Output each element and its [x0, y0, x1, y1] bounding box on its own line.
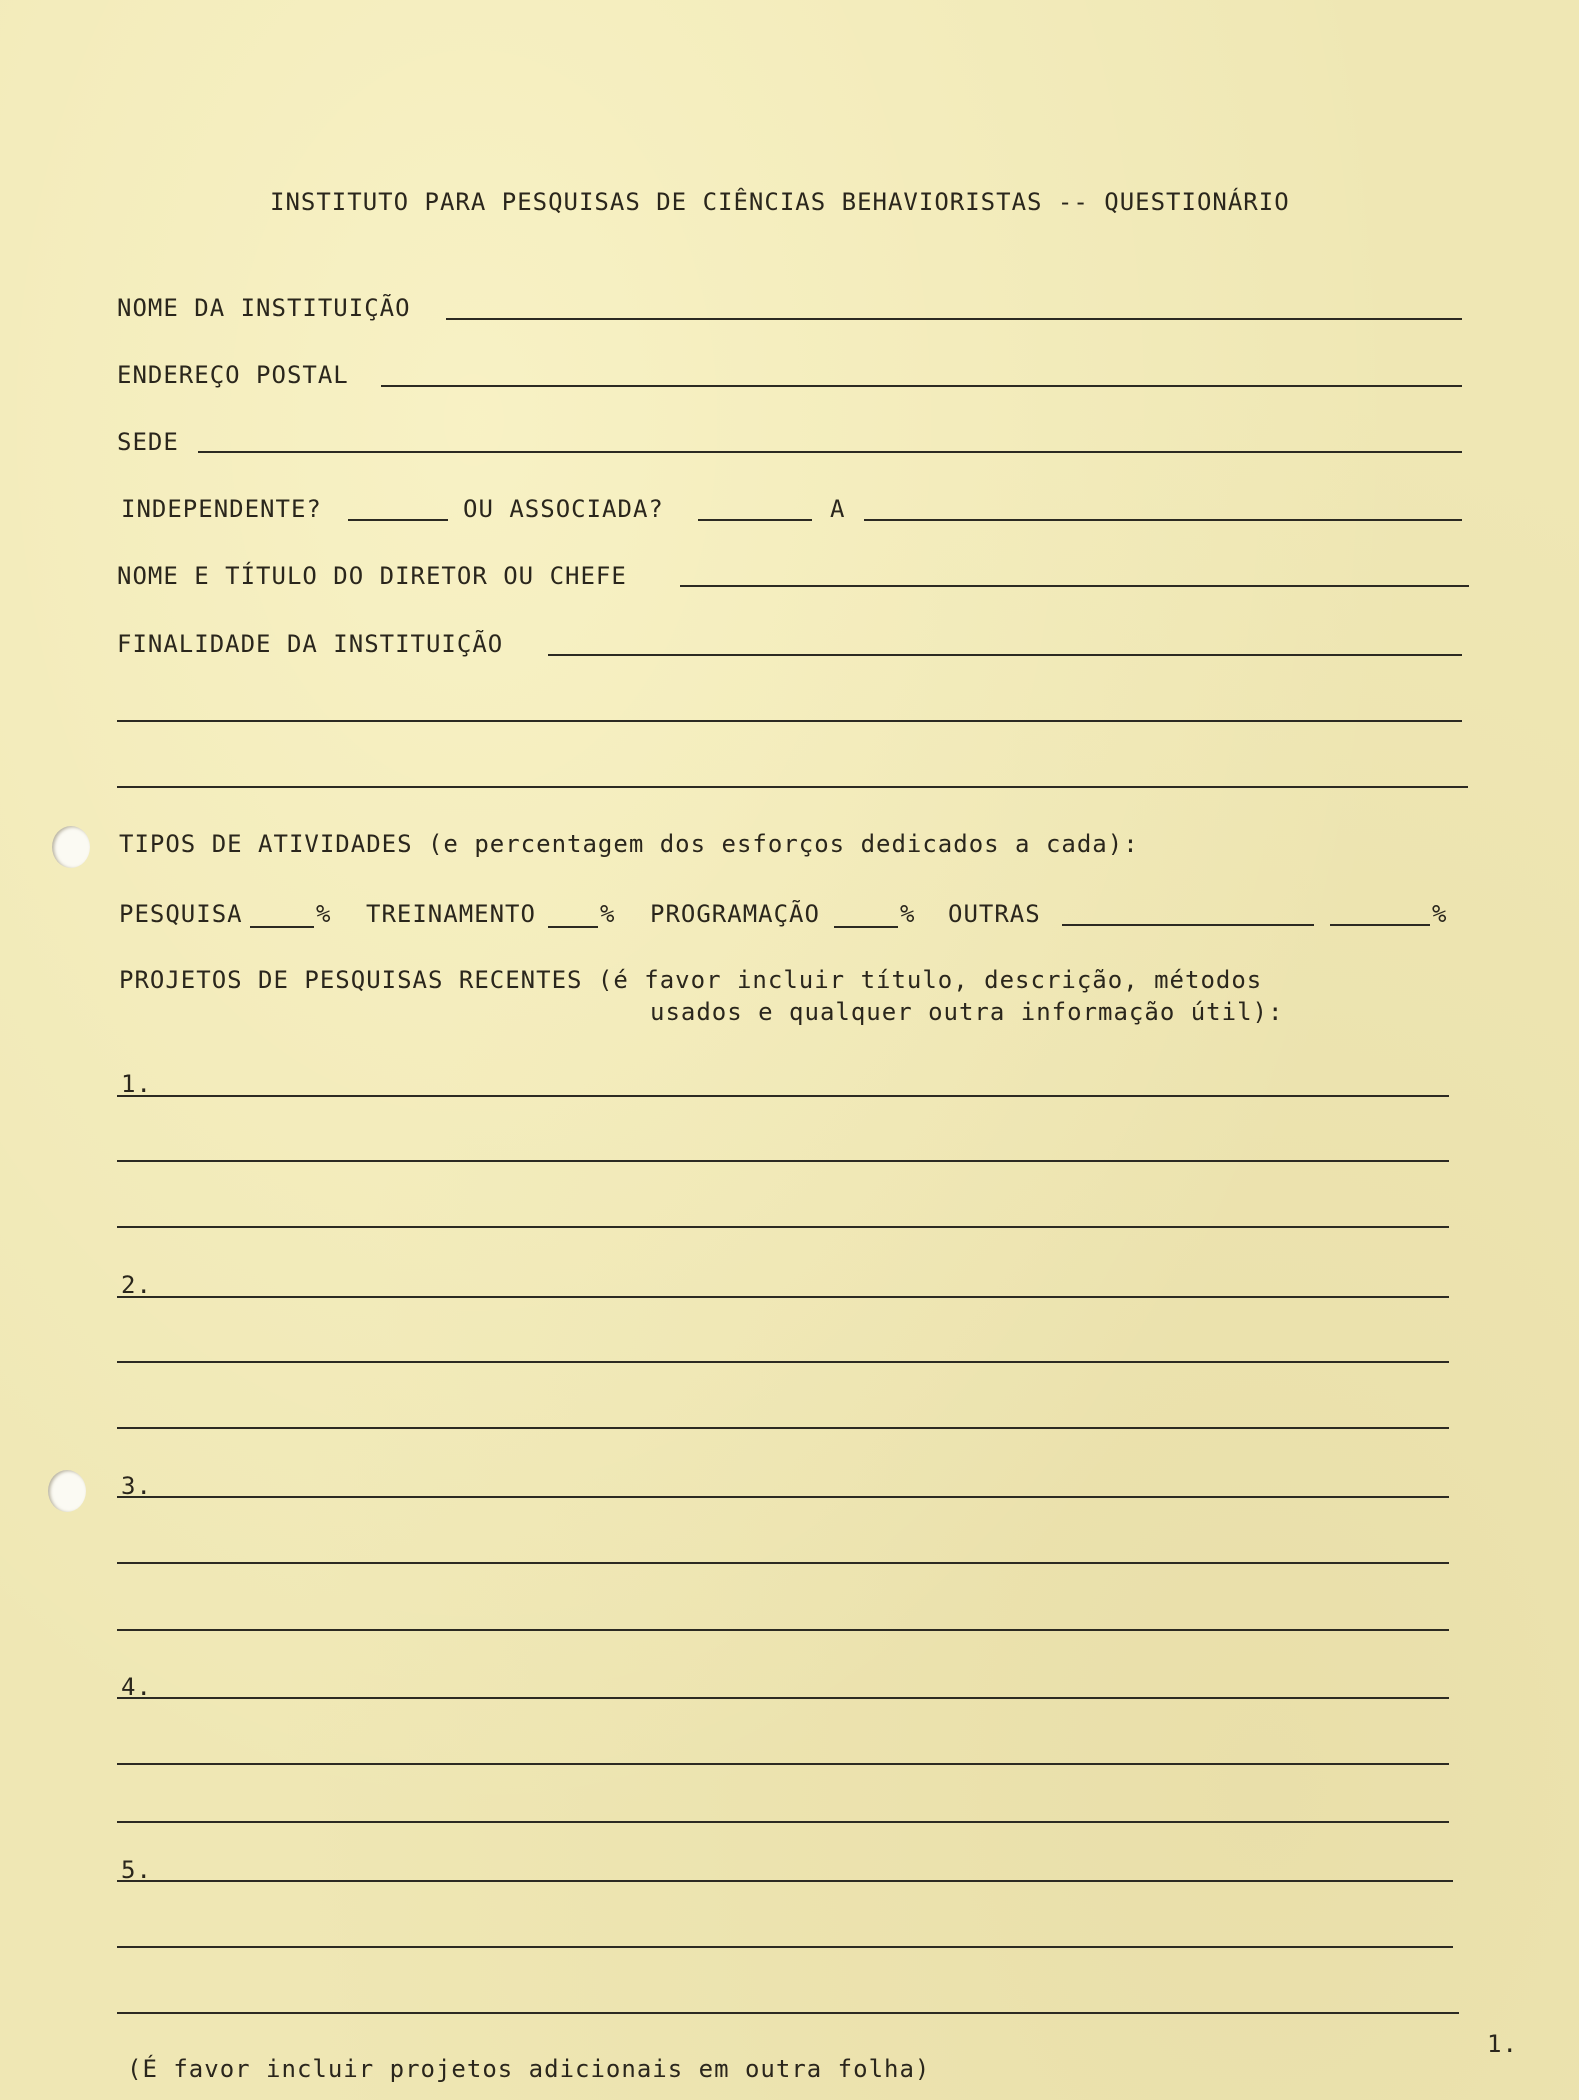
projetos-heading-line2: usados e qualquer outra informação útil):: [650, 998, 1284, 1026]
project-number-3: 3.: [121, 1472, 152, 1500]
pct-programacao: %: [900, 900, 916, 928]
label-outras: OUTRAS: [948, 900, 1041, 928]
label-a: A: [830, 495, 846, 523]
project-number-2: 2.: [121, 1271, 152, 1299]
field-endereco-postal[interactable]: [381, 385, 1462, 387]
project-2-line-1[interactable]: [117, 1296, 1449, 1298]
project-5-line-2[interactable]: [117, 1946, 1453, 1948]
atividades-heading: TIPOS DE ATIVIDADES (e percentagem dos esforços dedicados a cada):: [119, 830, 1139, 858]
punch-hole-top: [52, 826, 90, 868]
project-5-line-3[interactable]: [117, 2012, 1459, 2014]
pct-pesquisa: %: [316, 900, 332, 928]
field-treinamento-pct[interactable]: [548, 926, 598, 928]
project-number-5: 5.: [121, 1856, 152, 1884]
field-finalidade[interactable]: [548, 654, 1462, 656]
field-finalidade-cont-2[interactable]: [117, 786, 1468, 788]
project-number-1: 1.: [121, 1070, 152, 1098]
project-1-line-3[interactable]: [117, 1226, 1449, 1228]
field-independente[interactable]: [348, 519, 448, 521]
field-diretor[interactable]: [680, 585, 1469, 587]
project-3-line-3[interactable]: [117, 1629, 1449, 1631]
project-2-line-2[interactable]: [117, 1361, 1449, 1363]
pct-treinamento: %: [600, 900, 616, 928]
label-sede: SEDE: [117, 428, 179, 456]
label-finalidade: FINALIDADE DA INSTITUIÇÃO: [117, 630, 504, 658]
field-nome-instituicao[interactable]: [446, 318, 1462, 320]
page-number: 1.: [1487, 2030, 1518, 2058]
project-3-line-2[interactable]: [117, 1562, 1449, 1564]
label-diretor: NOME E TÍTULO DO DIRETOR OU CHEFE: [117, 562, 627, 590]
footer-note: (É favor incluir projetos adicionais em outra folha): [127, 2055, 931, 2083]
label-pesquisa: PESQUISA: [119, 900, 243, 928]
project-1-line-1[interactable]: [117, 1095, 1449, 1097]
label-independente: INDEPENDENTE?: [121, 495, 322, 523]
project-5-line-1[interactable]: [117, 1880, 1453, 1882]
projetos-heading-line1: PROJETOS DE PESQUISAS RECENTES (é favor incluir título, descrição, métodos: [119, 966, 1263, 994]
pct-outras: %: [1432, 900, 1448, 928]
project-4-line-3[interactable]: [117, 1821, 1449, 1823]
field-outras-desc[interactable]: [1062, 924, 1314, 926]
field-sede[interactable]: [198, 451, 1462, 453]
label-ou-associada: OU ASSOCIADA?: [463, 495, 664, 523]
label-treinamento: TREINAMENTO: [366, 900, 536, 928]
label-programacao: PROGRAMAÇÃO: [650, 900, 820, 928]
punch-hole-bottom: [48, 1470, 86, 1512]
form-title: INSTITUTO PARA PESQUISAS DE CIÊNCIAS BEHAVIORISTAS -- QUESTIONÁRIO: [270, 188, 1290, 216]
label-endereco-postal: ENDEREÇO POSTAL: [117, 361, 349, 389]
project-4-line-1[interactable]: [117, 1697, 1449, 1699]
field-pesquisa-pct[interactable]: [250, 926, 314, 928]
field-associada[interactable]: [698, 519, 812, 521]
label-nome-instituicao: NOME DA INSTITUIÇÃO: [117, 294, 411, 322]
field-associada-a[interactable]: [864, 519, 1462, 521]
field-outras-pct[interactable]: [1330, 924, 1430, 926]
project-number-4: 4.: [121, 1673, 152, 1701]
project-4-line-2[interactable]: [117, 1763, 1449, 1765]
project-2-line-3[interactable]: [117, 1427, 1449, 1429]
field-finalidade-cont-1[interactable]: [117, 720, 1462, 722]
project-1-line-2[interactable]: [117, 1160, 1449, 1162]
project-3-line-1[interactable]: [117, 1496, 1449, 1498]
field-programacao-pct[interactable]: [834, 926, 898, 928]
